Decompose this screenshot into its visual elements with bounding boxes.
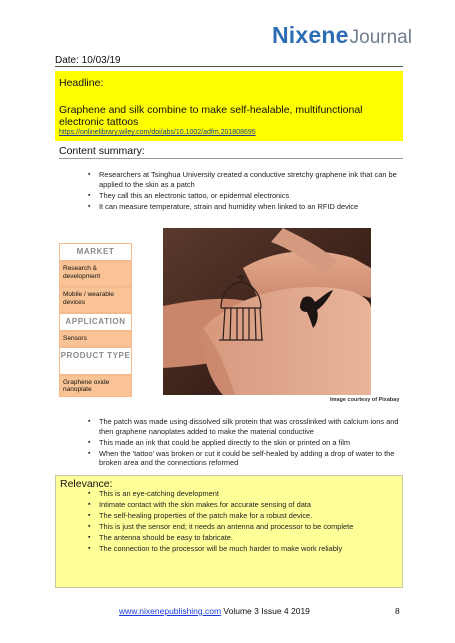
list-item: ▪ This is an eye-catching development <box>84 489 396 499</box>
application-tag: Sensors <box>59 331 132 347</box>
headline-label: Headline: <box>59 77 104 89</box>
list-item: ▪ They call this an electronic tattoo, or epidermal electronics <box>84 191 404 201</box>
list-item: ▪ The patch was made using dissolved silk protein that was crosslinked with calcium ions and then graphene nanoplates added to make the material conductive <box>84 417 404 436</box>
relevance-label: Relevance: <box>60 478 113 490</box>
market-heading: MARKET <box>59 243 132 261</box>
list-item: ▪ Intimate contact with the skin makes for accurate sensing of data <box>84 500 396 510</box>
list-item: ▪ The antenna should be easy to fabricate. <box>84 533 396 543</box>
tattoo-photo <box>163 228 371 395</box>
headline-box <box>55 71 403 141</box>
list-item: ▪ This made an ink that could be applied directly to the skin or printed on a film <box>84 438 404 448</box>
hands-tattoo-illustration <box>163 228 371 395</box>
image-caption: Image courtesy of Pixabay <box>330 397 400 403</box>
article-link[interactable]: https://onlinelibrary.wiley.com/doi/abs/10.1002/adfm.201808695 <box>59 129 256 136</box>
headline-title: Graphene and silk combine to make self-healable, multifunctional electronic tattoos <box>59 104 363 128</box>
publisher-link[interactable]: www.nixenepublishing.com <box>119 606 222 616</box>
date-line: Date: 10/03/19 <box>55 54 403 67</box>
content-summary-label: Content summary: <box>59 145 403 159</box>
footer <box>119 606 310 616</box>
logo-brand: Nixene <box>272 22 349 48</box>
journal-logo <box>272 22 412 50</box>
issue-info: Volume 3 Issue 4 2019 <box>221 606 310 616</box>
list-item: ▪ The connection to the processor will be much harder to make work reliably <box>84 544 396 554</box>
list-item: ▪ When the 'tattoo' was broken or cut it could be self-healed by adding a drop of water to the broken area and the connections reformed <box>84 449 404 468</box>
logo-journal: Journal <box>349 27 412 48</box>
summary-list <box>84 170 404 213</box>
list-item: ▪ Researchers at Tsinghua University created a conductive stretchy graphene ink that can be applied to the skin as a patch <box>84 170 404 189</box>
market-tag: Mobile / wearable devices <box>59 287 132 313</box>
classification-tags <box>59 243 132 397</box>
market-tag: Research & development <box>59 261 132 287</box>
details-list <box>84 417 404 469</box>
product-type-tag: Graphene oxide nanoplate <box>59 375 132 397</box>
list-item: ▪ This is just the sensor end; it needs an antenna and processor to be complete <box>84 522 396 532</box>
page-number: 8 <box>395 606 400 616</box>
application-heading: APPLICATION <box>59 313 132 331</box>
product-type-heading: PRODUCT TYPE <box>59 347 132 375</box>
list-item: ▪ The self-healing properties of the patch make for a robust device. <box>84 511 396 521</box>
relevance-list <box>84 489 396 555</box>
list-item: ▪ It can measure temperature, strain and humidity when linked to an RFID device <box>84 202 404 212</box>
